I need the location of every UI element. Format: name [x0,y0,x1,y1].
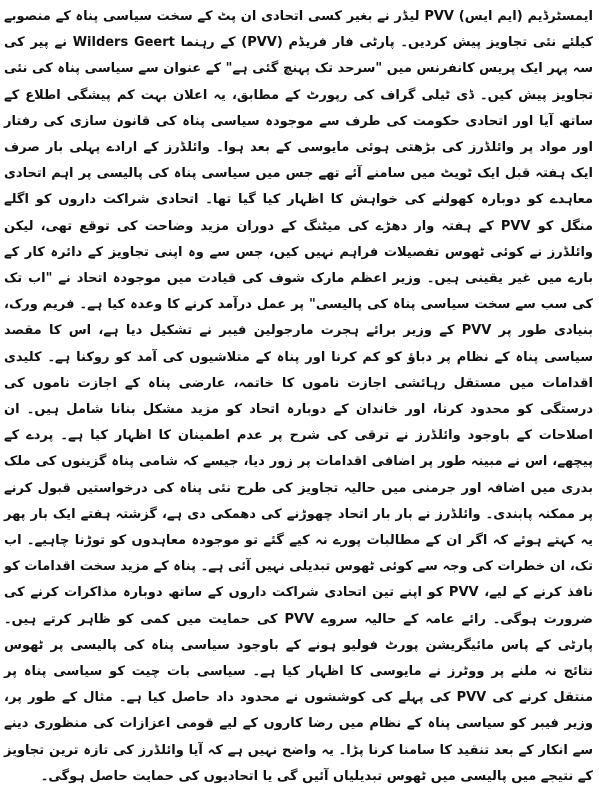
article-body: ایمسٹرڈیم (ایم ایس) PVV لیڈر نے بغیر کسی اتحادی ان پٹ کے سخت سیاسی پناہ کے منصوبے کیلئے نئی تجاویز پیش کردیں۔ پارٹی فار فریڈم (PVV) کے رہنما Wilders Geert نے پیر کی سہ پہر ایک پریس کانفرنس میں "سرحد تک پہنچ گئی ہے" کے عنوان سے سیاسی پناہ کی نئی تجاویز پیش کیں۔ ڈی ٹیلی گراف کی رپورٹ کے مطابق، یہ اعلان بہت کم پیشگی اطلاع کے ساتھ آیا اور اتحادی حکومت کی طرف سے موجودہ سیاسی پناہ کی قانون سازی کی رفتار اور مواد پر وائلڈرز کی بڑھتی ہوئی مایوسی کے بعد ہوا۔ وائلڈرز کے ارادے پہلی بار صرف ایک ہفتہ قبل ایک ٹویٹ میں سامنے آئے تھے جس میں سیاسی پناہ کی پالیسی پر اہم اتحادی معاہدے کو دوبارہ کھولنے کی خواہش کا اظہار کیا گیا تھا۔ اتحادی شراکت داروں کو اگلے منگل کو PVV کے ہفتہ وار دھڑے کی میٹنگ کے دوران مزید وضاحت کی توقع تھی، لیکن وائلڈرز نے کوئی ٹھوس تفصیلات فراہم نہیں کیں، جس سے وہ اپنی تجاویز کے دائرہ کار کے بارے میں غیر یقینی ہیں۔ وزیر اعظم مارک شوف کی قیادت میں موجودہ اتحاد نے "اب تک کی سب سے سخت سیاسی پناہ کی پالیسی" پر عمل درآمد کرنے کا وعدہ کیا ہے۔ فریم ورک، بنیادی طور پر PVV کے وزیر برائے ہجرت مارجولین فیبر نے تشکیل دیا ہے، اس کا مقصد سیاسی پناہ کے نظام پر دباؤ کو کم کرنا اور پناہ کے متلاشیوں کی آمد کو روکنا ہے۔ کلیدی اقدامات میں مستقل رہائشی اجازت ناموں کا خاتمہ، عارضی پناہ کے اجازت ناموں کی درستگی کو محدود کرنا، اور خاندان کے دوبارہ اتحاد کو مزید مشکل بنانا شامل ہیں۔ ان اصلاحات کے باوجود وائلڈرز نے ترقی کی شرح پر عدم اطمینان کا اظہار کیا ہے۔ پردے کے پیچھے، اس نے مبینہ طور پر اضافی اقدامات پر زور دیا، جیسے کہ شامی پناہ گزینوں کی ملک بدری میں اضافہ اور جرمنی میں حالیہ تجاویز کی طرح نئی پناہ کی درخواستیں قبول کرنے پر ممکنہ پابندی۔ وائلڈرز نے بار بار اتحاد چھوڑنے کی دھمکی دی ہے، گزشتہ ہفتے ایک بار پھر یہ کہتے ہوئے کہ اگر ان کے مطالبات پورے نہ کیے گئے تو موجودہ معاہدوں کو توڑنا چاہیے۔ اب تک، ان خطرات کی وجہ سے کوئی ٹھوس تبدیلی نہیں آئی ہے۔ پناہ کے مزید سخت اقدامات کو نافذ کرنے کے لیے، PVV کو اپنے تین اتحادی شراکت داروں کے ساتھ دوبارہ مذاکرات کرنے کی ضرورت ہوگی۔ رائے عامہ کے حالیہ سروے PVV کی حمایت میں کمی کو ظاہر کرتے ہیں۔ پارٹی کے پاس مائیگریشن پورٹ فولیو ہونے کے باوجود سیاسی پناہ کی پالیسی پر ٹھوس نتائج نہ ملنے پر ووٹرز نے مایوسی کا اظہار کیا ہے۔ سیاسی بات چیت کو سیاسی پناہ پر منتقل کرنے کی PVV کی پہلے کی کوششوں نے محدود داد حاصل کیا ہے۔ مثال کے طور پر، وزیر فیبر کو سیاسی پناہ کے نظام میں رضا کاروں کے لیے قومی اعزازات کی منظوری دینے سے انکار کے بعد تنقید کا سامنا کرنا پڑا۔ یہ واضح نہیں ہے کہ آیا وائلڈرز کی تازہ ترین تجاویز کے نتیجے میں پالیسی میں ٹھوس تبدیلیاں آئیں گی یا اتحادیوں کی حمایت حاصل ہوگی۔ [4,9,594,784]
news-article [4,4,593,790]
